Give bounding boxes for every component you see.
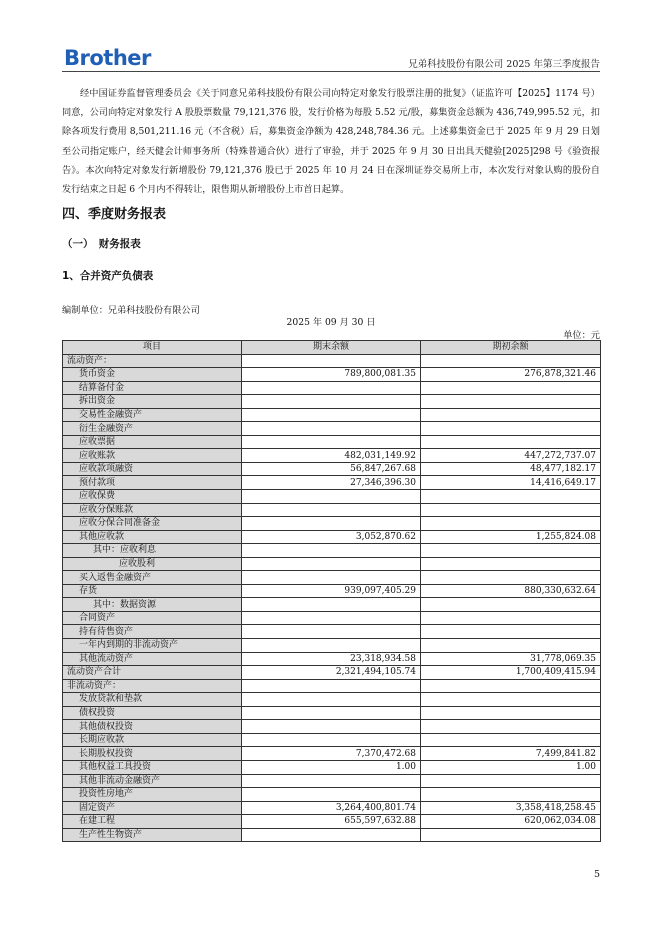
row-label: 一年内到期的非流动资产: [63, 639, 242, 653]
period-end-value: [242, 544, 421, 558]
period-end-value: [242, 422, 421, 436]
period-end-value: 3,052,870.62: [242, 530, 421, 544]
period-end-value: [242, 395, 421, 409]
report-header-title: 兄弟科技股份有限公司 2025 年第三季度报告: [408, 59, 600, 70]
table-row: [63, 815, 601, 829]
period-begin-value: [421, 788, 601, 802]
period-begin-value: [421, 395, 601, 409]
statement-date: 2025 年 09 月 30 日: [286, 317, 376, 328]
row-label: 应收分保账款: [63, 503, 242, 517]
header-item: 项目: [63, 341, 242, 355]
table-header-row: [63, 341, 601, 355]
table-row: [63, 788, 601, 802]
period-begin-value: [421, 625, 601, 639]
period-begin-value: [421, 598, 601, 612]
period-end-value: 789,800,081.35: [242, 368, 421, 382]
row-label: 拆出资金: [63, 395, 242, 409]
period-end-value: 56,847,267.68: [242, 462, 421, 476]
period-end-value: 655,597,632.88: [242, 815, 421, 829]
period-end-value: 27,346,396.30: [242, 476, 421, 490]
period-end-value: 7,370,472.68: [242, 747, 421, 761]
row-label: 其他非流动金融资产: [63, 774, 242, 788]
table-row: [63, 760, 601, 774]
table-row: [63, 530, 601, 544]
row-label: 货币资金: [63, 368, 242, 382]
row-label: 生产性生物资产: [63, 828, 242, 842]
row-label: 其他应收款: [63, 530, 242, 544]
period-begin-value: [421, 639, 601, 653]
row-label: 其他债权投资: [63, 720, 242, 734]
period-begin-value: [421, 571, 601, 585]
table-row: [63, 733, 601, 747]
table-row: [63, 354, 601, 368]
balance-sheet-table: [62, 340, 601, 842]
table-row: [63, 679, 601, 693]
compiler-label: 编制单位：兄弟科技股份有限公司: [62, 305, 200, 316]
period-end-value: [242, 490, 421, 504]
table-row: [63, 639, 601, 653]
period-end-value: [242, 693, 421, 707]
period-begin-value: 620,062,034.08: [421, 815, 601, 829]
period-end-value: [242, 733, 421, 747]
table-row: [63, 490, 601, 504]
row-label: 其中：应收利息: [63, 544, 242, 558]
period-end-value: [242, 503, 421, 517]
row-label: 应收款项融资: [63, 462, 242, 476]
table-row: [63, 774, 601, 788]
period-begin-value: 31,778,069.35: [421, 652, 601, 666]
table-row: [63, 422, 601, 436]
row-label: 长期应收款: [63, 733, 242, 747]
row-label: 应收账款: [63, 449, 242, 463]
table-row: [63, 462, 601, 476]
period-begin-value: 7,499,841.82: [421, 747, 601, 761]
table-row: [63, 611, 601, 625]
row-label: 在建工程: [63, 815, 242, 829]
period-begin-value: 48,477,182.17: [421, 462, 601, 476]
row-label: 应收股利: [63, 557, 242, 571]
period-begin-value: [421, 557, 601, 571]
period-begin-value: 276,878,321.46: [421, 368, 601, 382]
row-label: 投资性房地产: [63, 788, 242, 802]
period-end-value: [242, 828, 421, 842]
period-begin-value: [421, 828, 601, 842]
header-period-begin: 期初余额: [421, 341, 601, 355]
row-label: 应收分保合同准备金: [63, 517, 242, 531]
table-row: [63, 395, 601, 409]
table-row: [63, 720, 601, 734]
period-end-value: [242, 611, 421, 625]
period-begin-value: [421, 611, 601, 625]
period-end-value: 939,097,405.29: [242, 584, 421, 598]
table-row: [63, 801, 601, 815]
row-label: 合同资产: [63, 611, 242, 625]
period-begin-value: 14,416,649.17: [421, 476, 601, 490]
period-end-value: 3,264,400,801.74: [242, 801, 421, 815]
page-number: 5: [593, 869, 600, 880]
row-label: 买入返售金融资产: [63, 571, 242, 585]
statement-title: 1、合并资产负债表: [62, 270, 154, 282]
period-begin-value: [421, 693, 601, 707]
table-row: [63, 517, 601, 531]
row-label: 流动资产合计: [63, 666, 242, 680]
period-begin-value: 1.00: [421, 760, 601, 774]
table-row: [63, 381, 601, 395]
period-begin-value: [421, 503, 601, 517]
row-label: 持有待售资产: [63, 625, 242, 639]
table-row: [63, 368, 601, 382]
header-divider: [62, 71, 600, 72]
period-begin-value: [421, 720, 601, 734]
period-begin-value: [421, 679, 601, 693]
table-row: [63, 571, 601, 585]
period-begin-value: [421, 517, 601, 531]
table-row: [63, 584, 601, 598]
row-label: 存货: [63, 584, 242, 598]
period-begin-value: 447,272,737.07: [421, 449, 601, 463]
period-end-value: [242, 381, 421, 395]
period-begin-value: [421, 774, 601, 788]
period-end-value: [242, 679, 421, 693]
subsection-title: （一） 财务报表: [62, 238, 141, 250]
period-begin-value: [421, 544, 601, 558]
period-end-value: [242, 354, 421, 368]
table-row: [63, 598, 601, 612]
period-end-value: [242, 625, 421, 639]
period-begin-value: [421, 733, 601, 747]
period-end-value: 482,031,149.92: [242, 449, 421, 463]
period-begin-value: [421, 435, 601, 449]
table-row: [63, 449, 601, 463]
period-begin-value: [421, 490, 601, 504]
table-row: [63, 652, 601, 666]
table-row: [63, 544, 601, 558]
row-label: 结算备付金: [63, 381, 242, 395]
table-row: [63, 557, 601, 571]
row-label: 交易性金融资产: [63, 408, 242, 422]
period-end-value: [242, 557, 421, 571]
row-label: 非流动资产：: [63, 679, 242, 693]
period-end-value: [242, 774, 421, 788]
period-end-value: [242, 571, 421, 585]
period-end-value: [242, 720, 421, 734]
table-row: [63, 666, 601, 680]
row-label: 固定资产: [63, 801, 242, 815]
period-begin-value: [421, 354, 601, 368]
table-row: [63, 435, 601, 449]
period-begin-value: [421, 422, 601, 436]
company-logo: Brother: [64, 46, 151, 70]
row-label: 长期股权投资: [63, 747, 242, 761]
row-label: 衍生金融资产: [63, 422, 242, 436]
currency-unit: 单位：元: [563, 330, 600, 341]
row-label: 应收保费: [63, 490, 242, 504]
period-end-value: [242, 598, 421, 612]
table-row: [63, 828, 601, 842]
period-end-value: [242, 788, 421, 802]
period-end-value: 2,321,494,105.74: [242, 666, 421, 680]
period-begin-value: [421, 706, 601, 720]
period-end-value: [242, 435, 421, 449]
period-end-value: 23,318,934.58: [242, 652, 421, 666]
row-label: 其他流动资产: [63, 652, 242, 666]
row-label: 其他权益工具投资: [63, 760, 242, 774]
row-label: 发放贷款和垫款: [63, 693, 242, 707]
period-begin-value: 3,358,418,258.45: [421, 801, 601, 815]
period-begin-value: [421, 408, 601, 422]
table-row: [63, 747, 601, 761]
period-begin-value: 1,255,824.08: [421, 530, 601, 544]
period-begin-value: 1,700,409,415.94: [421, 666, 601, 680]
table-row: [63, 706, 601, 720]
row-label: 债权投资: [63, 706, 242, 720]
table-row: [63, 625, 601, 639]
period-begin-value: 880,330,632.64: [421, 584, 601, 598]
table-row: [63, 693, 601, 707]
table-row: [63, 476, 601, 490]
period-end-value: 1.00: [242, 760, 421, 774]
row-label: 应收票据: [63, 435, 242, 449]
row-label: 预付款项: [63, 476, 242, 490]
period-begin-value: [421, 381, 601, 395]
table-row: [63, 408, 601, 422]
period-end-value: [242, 706, 421, 720]
row-label: 其中：数据资源: [63, 598, 242, 612]
section-title: 四、季度财务报表: [62, 207, 167, 222]
table-row: [63, 503, 601, 517]
intro-paragraph: 经中国证券监督管理委员会《关于同意兄弟科技股份有限公司向特定对象发行股票注册的批复》（证监许可【2025】1174 号）同意，公司向特定对象发行 A 股股票数量 79,121,376 股，发行价格为每股 5.52 元/股，募集资金总额为 436,749,995.52 元，扣除各项发行费用 8,501,211.16 元（不含税）后，募集资金净额为 428,248,784.36 元。上述募集资金已于 2025 年 9 月 29 日划至公司指定账户，经天健会计师事务所（特殊普通合伙）进行了审验，并于 2025 年 9 月 30 日出具天健验[2025]298 号《验资报告》。本次向特定对象发行新增股份 79,121,376 股已于 2025 年 10 月 24 日在深圳证券交易所上市，本次发行对象认购的股份自发行结束之日起 6 个月内不得转让，限售期从新增股份上市首日起算。: [62, 88, 600, 196]
period-end-value: [242, 517, 421, 531]
header-period-end: 期末余额: [242, 341, 421, 355]
row-label: 流动资产：: [63, 354, 242, 368]
period-end-value: [242, 639, 421, 653]
period-end-value: [242, 408, 421, 422]
